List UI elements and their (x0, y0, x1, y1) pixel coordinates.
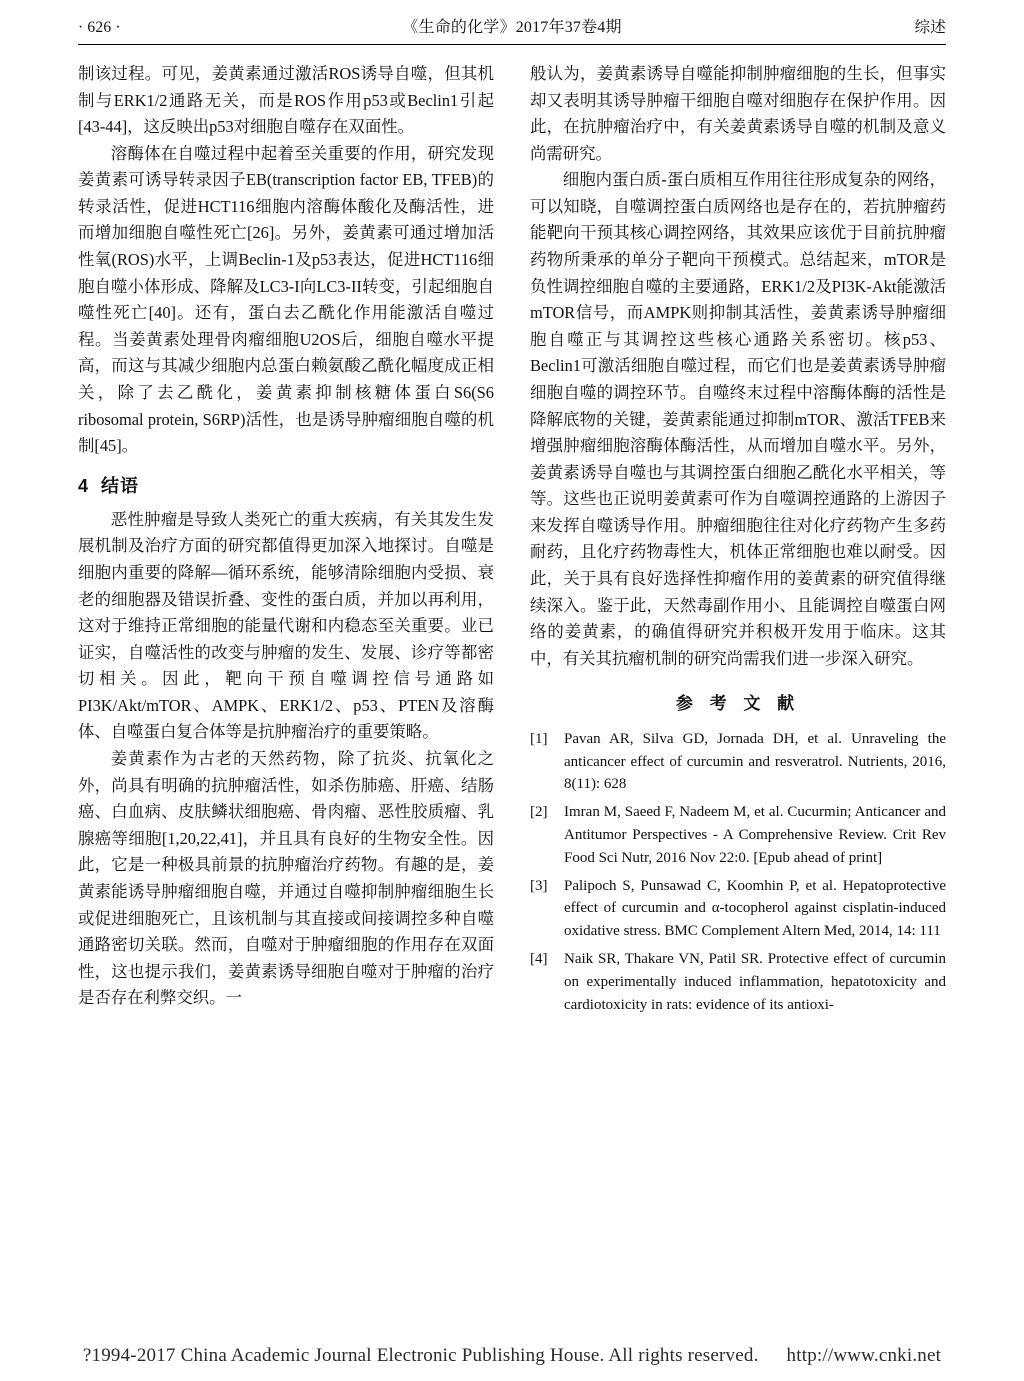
cnki-url: http://www.cnki.net (786, 1345, 942, 1366)
footer-copyright (0, 1345, 1024, 1367)
copyright-text: ?1994-2017 China Academic Journal Electronic Publishing House. All rights reserved. (82, 1345, 759, 1366)
reference-number: [4] (530, 951, 548, 967)
reference-number: [2] (530, 804, 548, 821)
paragraph: 姜黄素作为古老的天然药物，除了抗炎、抗氧化之外，尚具有明确的抗肿瘤活性，如杀伤肺癌、肝癌、结肠癌、白血病、皮肤鳞状细胞癌、骨肉瘤、恶性胶质瘤、乳腺癌等细胞[1,20,22,41]，并且具有良好的生物安全性。因此，它是一种极具前景的抗肿瘤治疗药物。有趣的是，姜黄素能诱导肿瘤细胞自噬，并通过自噬抑制肿瘤细胞生长或促进细胞死亡，且该机制与其直接或间接调控多种自噬通路密切关联。然而，自噬对于肿瘤细胞的作用存在双面性，这也提示我们，姜黄素诱导细胞自噬对于肿瘤的治疗是否存在利弊交织。一 (78, 749, 494, 1008)
two-column-body (78, 61, 946, 1276)
references-list (530, 728, 946, 1017)
paragraph: 般认为，姜黄素诱导自噬能抑制肿瘤细胞的生长，但事实却又表明其诱导肿瘤干细胞自噬对细胞存在保护作用。因此，在抗肿瘤治疗中，有关姜黄素诱导自噬的机制及意义尚需研究。 (530, 64, 946, 163)
right-column (530, 61, 946, 1276)
running-head (78, 0, 946, 37)
paragraph: 制该过程。可见，姜黄素通过激活ROS诱导自噬，但其机制与ERK1/2通路无关，而是ROS作用p53或Beclin1引起[43-44]，这反映出p53对细胞自噬存在双面性。 (78, 64, 494, 137)
reference-number: [1] (530, 730, 548, 747)
paragraph: 细胞内蛋白质-蛋白质相互作用往往形成复杂的网络，可以知晓，自噬调控蛋白质网络也是存在的，若抗肿瘤药能靶向干预其核心调控网络，其效果应该优于目前抗肿瘤药物所秉承的单分子靶向干预模式。总结起来，mTOR是负性调控细胞自噬的主要通路，ERK1/2及PI3K-Akt能激活mTOR信号，而AMPK则抑制其活性，姜黄素诱导肿瘤细胞自噬正与其调控这些核心通路关系密切。核p53、Beclin1可激活细胞自噬过程，而它们也是姜黄素诱导肿瘤细胞自噬的调控环节。自噬终末过程中溶酶体酶的活性是降解底物的关键，姜黄素能通过抑制mTOR、激活TFEB来增强肿瘤细胞溶酶体酶活性，从而增加自噬水平。另外，姜黄素诱导自噬也与其调控蛋白细胞乙酰化水平相关，等等。这些也正说明姜黄素可作为自噬调控通路的上游因子来发挥自噬诱导作用。肿瘤细胞往往对化疗药物产生多药耐药，且化疗药物毒性大，机体正常细胞也难以耐受。因此，关于具有良好选择性抑瘤作用的姜黄素的研究值得继续深入。鉴于此，天然毒副作用小、且能调控自噬蛋白网络的姜黄素，的确值得研究并积极开发用于临床。这其中，有关其抗瘤机制的研究尚需我们进一步深入研究。 (530, 170, 946, 668)
article-section: 综述 (914, 19, 946, 36)
reference-text: Imran M, Saeed F, Nadeem M, et al. Cucurmin; Anticancer and Antitumor Perspectives - A Comprehensive Review. Crit Rev Food Sci Nutr, 2016 Nov 22:0. [Epub ahead of print] (564, 804, 946, 866)
references-heading: 参 考 文 献 (675, 694, 801, 714)
reference-item (530, 728, 946, 796)
header-divider (78, 44, 946, 45)
page-number: · 626 · (78, 19, 121, 36)
reference-number: [3] (530, 877, 548, 894)
section-heading (78, 472, 494, 501)
reference-text: Palipoch S, Punsawad C, Koomhin P, et al. Hepatoprotective effect of curcumin and α-tocopherol against cisplatin-induced oxidative stress. BMC Complement Altern Med, 2014, 14: 111 (564, 877, 946, 940)
reference-item (530, 875, 946, 943)
paragraph: 溶酶体在自噬过程中起着至关重要的作用，研究发现姜黄素可诱导转录因子EB(transcription factor EB, TFEB)的转录活性，促进HCT116细胞内溶酶体酸化及酶活性，进而增加细胞自噬性死亡[26]。另外，姜黄素可通过增加活性氧(ROS)水平，上调Beclin-1及p53表达，促进HCT116细胞自噬小体形成、降解及LC3-I向LC3-II转变，引起细胞自噬性死亡[40]。还有，蛋白去乙酰化作用能激活自噬过程。当姜黄素处理骨肉瘤细胞U2OS后，细胞自噬水平提高，而这与其减少细胞内总蛋白赖氨酸乙酰化幅度成正相关，除了去乙酰化，姜黄素抑制核糖体蛋白S6(S6 ribosomal protein, S6RP)活性，也是诱导肿瘤细胞自噬的机制[45]。 (78, 143, 494, 456)
section-title: 结语 (101, 475, 140, 496)
reference-text: Pavan AR, Silva GD, Jornada DH, et al. Unraveling the anticancer effect of curcumin and resveratrol. Nutrients, 2016, 8(11): 628 (564, 730, 946, 793)
journal-title: 《生命的化学》2017年37卷4期 (402, 19, 622, 36)
reference-item (530, 948, 946, 1016)
paragraph: 恶性肿瘤是导致人类死亡的重大疾病，有关其发生发展机制及治疗方面的研究都值得更加深入地探讨。自噬是细胞内重要的降解—循环系统，能够清除细胞内受损、衰老的细胞器及错误折叠、变性的蛋白质，并加以再利用，这对于维持正常细胞的能量代谢和内稳态至关重要。业已证实，自噬活性的改变与肿瘤的发生、发展、诊疗等都密切相关。因此，靶向干预自噬调控信号通路如PI3K/Akt/mTOR、AMPK、ERK1/2、p53、PTEN及溶酶体、自噬蛋白复合体等是抗肿瘤治疗的重要策略。 (78, 509, 494, 742)
left-column (78, 61, 494, 1276)
reference-text: Naik SR, Thakare VN, Patil SR. Protective effect of curcumin on experimentally induced inflammation, hepatotoxicity and cardiotoxicity in rats: evidence of its antioxi- (564, 951, 946, 1013)
section-number: 4 (78, 475, 90, 496)
reference-item (530, 801, 946, 869)
